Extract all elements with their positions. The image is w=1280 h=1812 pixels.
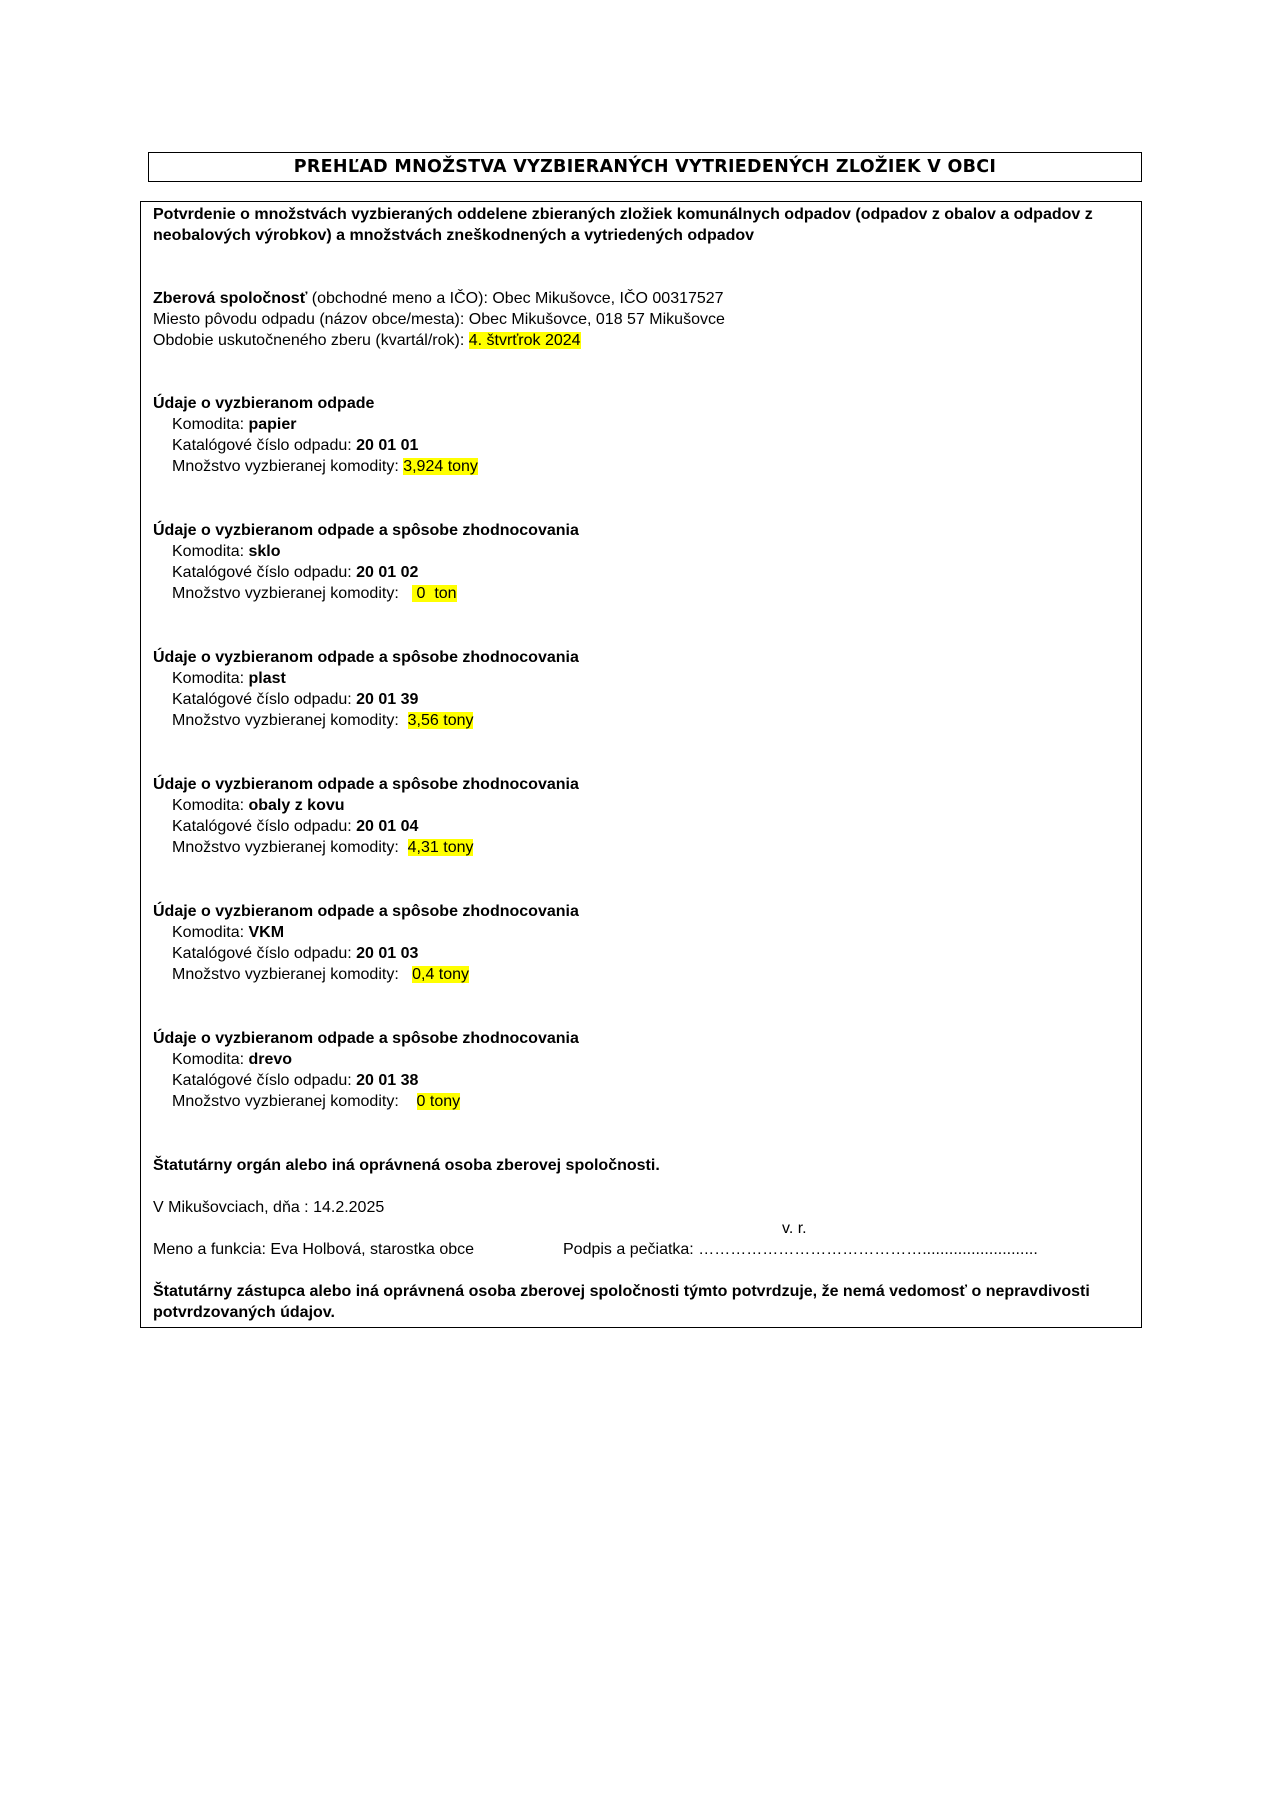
origin-line: Miesto pôvodu odpadu (názov obce/mesta): Obec Mikušovce, 018 57 Mikušovce [153,311,725,328]
code-line: Katalógové číslo odpadu: 20 01 39 [172,691,419,708]
company-line [153,288,724,309]
commodity-line: Komodita: papier [172,416,297,433]
commodity-value: obaly z kovu [248,797,345,814]
code-line: Katalógové číslo odpadu: 20 01 01 [172,437,419,454]
section-heading: Údaje o vyzbieranom odpade [153,395,375,412]
code-value: 20 01 39 [356,691,419,708]
commodity-value: sklo [248,543,281,560]
amount-line: Množstvo vyzbieranej komodity: 0 ton [172,585,457,602]
place-date: V Mikušovciach, dňa : 14.2.2025 [153,1199,385,1216]
code-value: 20 01 38 [356,1072,419,1089]
vr-note: v. r. [782,1220,807,1237]
confirmation-form [140,201,1142,1328]
code-line: Katalógové číslo odpadu: 20 01 02 [172,564,419,581]
footer-statement: Štatutárny zástupca alebo iná oprávnená osoba zberovej spoločnosti týmto potvrdzuje, že nemá vedomosť o nepravdivosti potvrdzovaných údajov. [153,1283,1090,1321]
signature-line: Podpis a pečiatka: …………………………………….......................... [563,1241,1038,1258]
document-title: PREHĽAD MNOŽSTVA VYZBIERANÝCH VYTRIEDENÝCH ZLOŽIEK V OBCI [148,152,1142,182]
code-line: Katalógové číslo odpadu: 20 01 03 [172,945,419,962]
code-line: Katalógové číslo odpadu: 20 01 04 [172,818,419,835]
commodity-line: Komodita: sklo [172,543,281,560]
amount-line: Množstvo vyzbieranej komodity: 3,924 tony [172,458,478,475]
amount-line: Množstvo vyzbieranej komodity: 4,31 tony [172,839,474,856]
commodity-line: Komodita: plast [172,670,286,687]
commodity-value: papier [248,416,297,433]
code-value: 20 01 01 [356,437,419,454]
company-label: Zberová spoločnosť [153,290,308,307]
amount-value: 0 tony [416,1093,461,1110]
company-value: (obchodné meno a IČO): Obec Mikušovce, IČO 00317527 [307,290,724,307]
code-value: 20 01 02 [356,564,419,581]
section-heading: Údaje o vyzbieranom odpade a spôsobe zhodnocovania [153,776,579,793]
amount-line: Množstvo vyzbieranej komodity: 3,56 tony [172,712,474,729]
amount-value: 4,31 tony [407,839,474,856]
code-value: 20 01 04 [356,818,419,835]
period-value: 4. štvrťrok 2024 [468,332,581,349]
code-value: 20 01 03 [356,945,419,962]
name-function: Meno a funkcia: Eva Holbová, starostka obce [153,1241,475,1258]
amount-line: Množstvo vyzbieranej komodity: 0 tony [172,1093,461,1110]
amount-value: 0 ton [412,585,457,602]
commodity-line: Komodita: obaly z kovu [172,797,345,814]
amount-line: Množstvo vyzbieranej komodity: 0,4 tony [172,966,470,983]
commodity-value: VKM [248,924,285,941]
code-line: Katalógové číslo odpadu: 20 01 38 [172,1072,419,1089]
amount-value: 3,924 tony [403,458,478,475]
section-heading: Údaje o vyzbieranom odpade a spôsobe zhodnocovania [153,522,579,539]
amount-value: 0,4 tony [412,966,470,983]
amount-value: 3,56 tony [407,712,474,729]
section-heading: Údaje o vyzbieranom odpade a spôsobe zhodnocovania [153,903,579,920]
section-heading: Údaje o vyzbieranom odpade a spôsobe zhodnocovania [153,1030,579,1047]
period-line [153,330,581,351]
commodity-line: Komodita: VKM [172,924,285,941]
commodity-value: plast [248,670,286,687]
period-label: Obdobie uskutočneného zberu (kvartál/rok): [153,332,469,349]
statutory-heading: Štatutárny orgán alebo iná oprávnená osoba zberovej spoločnosti. [153,1157,660,1174]
intro-text: Potvrdenie o množstvách vyzbieraných oddelene zbieraných zložiek komunálnych odpadov (odpadov z obalov a odpadov z neobalových výrobkov) a množstvách zneškodnených a vytriedených odpadov [153,206,1093,244]
commodity-line: Komodita: drevo [172,1051,293,1068]
commodity-value: drevo [248,1051,293,1068]
section-heading: Údaje o vyzbieranom odpade a spôsobe zhodnocovania [153,649,579,666]
